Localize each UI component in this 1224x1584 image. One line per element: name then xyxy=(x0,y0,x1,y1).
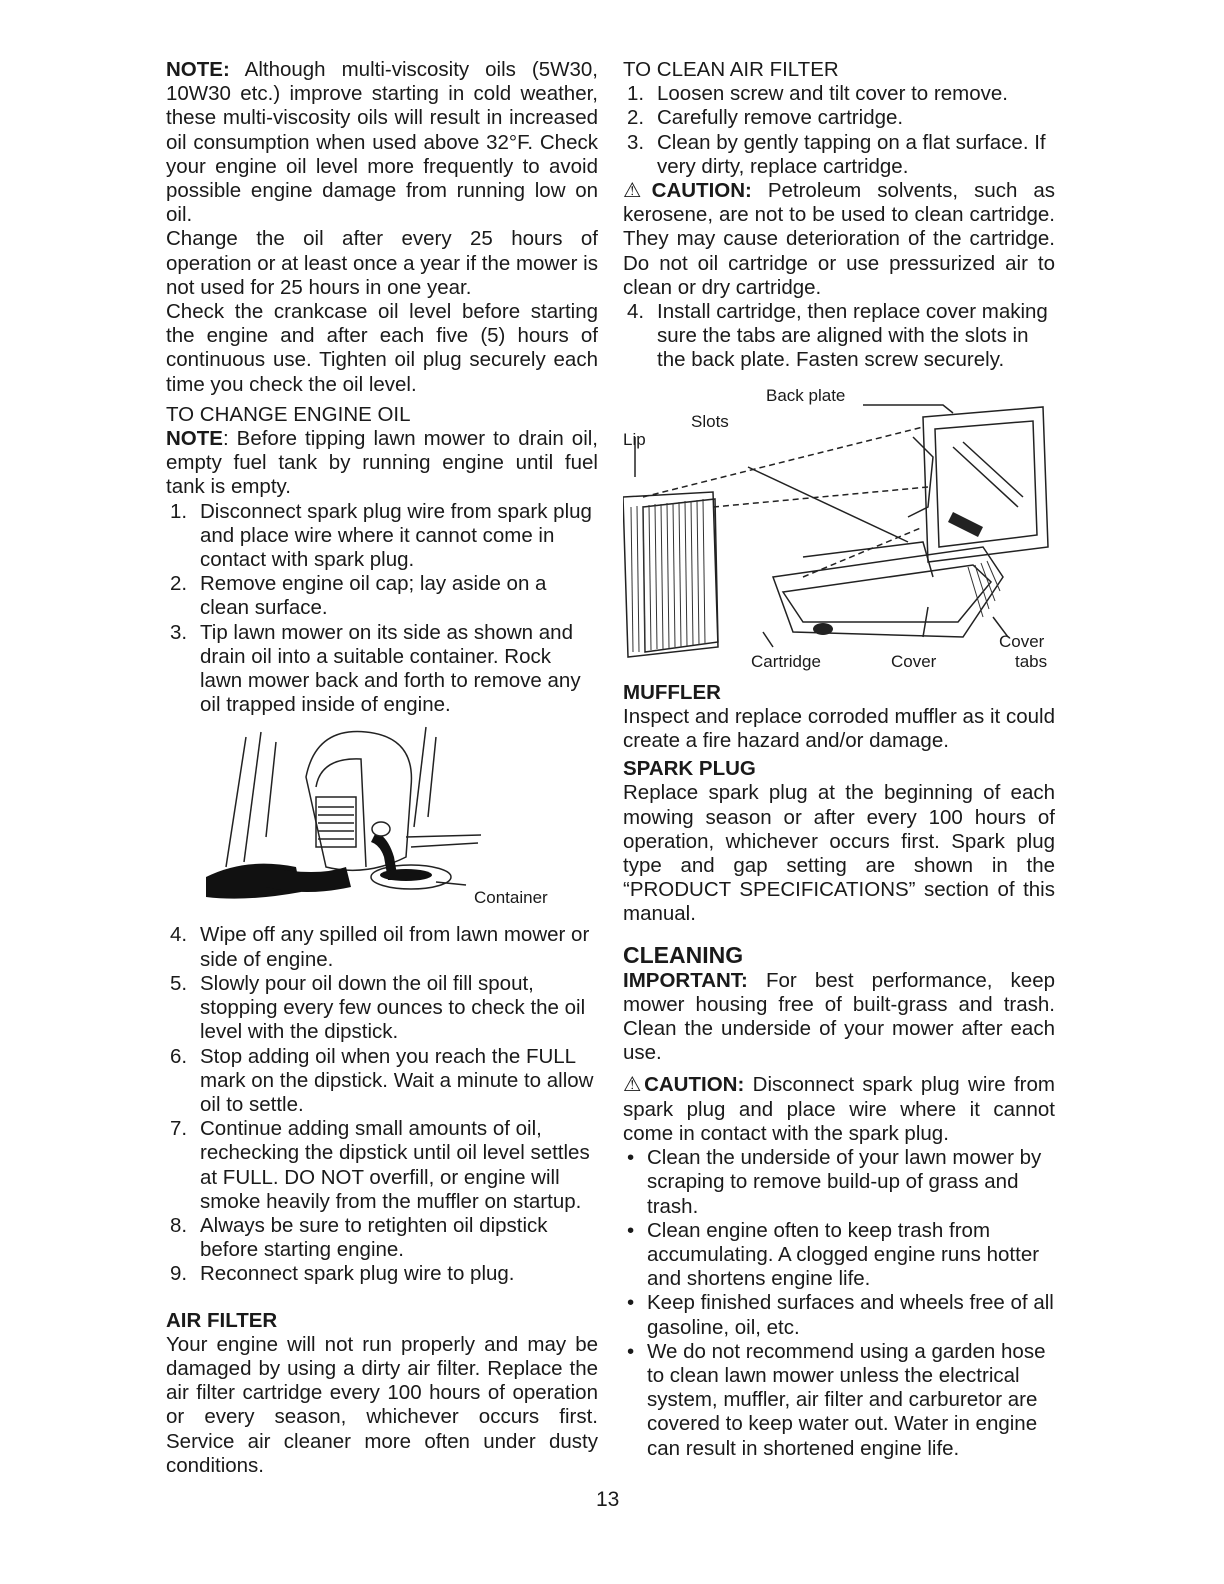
list-item xyxy=(623,1219,1055,1292)
right-column xyxy=(623,58,1055,1461)
bullet-icon: • xyxy=(627,1291,635,1315)
lip-label: Lip xyxy=(623,429,646,449)
list-item xyxy=(623,1340,1055,1461)
list-item xyxy=(166,1214,598,1262)
caution-text: Disconnect spark plug wire from spark plug and place wire where it cannot come in contact with the spark plug. xyxy=(623,1073,1055,1145)
cover-tabs-label-line2: tabs xyxy=(1015,651,1048,671)
note-viscosity xyxy=(166,58,598,227)
note-tipping xyxy=(166,427,598,500)
caution-solvents xyxy=(623,179,1055,300)
clean-air-filter-heading: TO CLEAN AIR FILTER xyxy=(623,58,839,81)
list-item xyxy=(166,500,598,573)
list-item xyxy=(166,621,598,718)
list-item xyxy=(166,1262,598,1286)
note-text: : Before tipping lawn mower to drain oil, empty fuel tank by running engine until fuel tank is empty. xyxy=(166,427,598,499)
bullet-text: We do not recommend using a garden hose to clean lawn mower unless the electrical system, muffler, air filter and carburetor are covered to keep water out. Water in engine can result in shortened engine life. xyxy=(647,1339,1046,1460)
change-engine-oil-heading: TO CHANGE ENGINE OIL xyxy=(166,402,411,426)
bullet-text: Clean engine often to keep trash from accumulating. A clogged engine runs hotter and shortens engine life. xyxy=(647,1218,1040,1291)
step-text: Always be sure to retighten oil dipstick before starting engine. xyxy=(200,1213,548,1262)
step-text: Reconnect spark plug wire to plug. xyxy=(200,1262,515,1286)
cleaning-heading: CLEANING xyxy=(623,941,744,968)
cartridge-label: Cartridge xyxy=(751,651,821,671)
back-plate-label: Back plate xyxy=(766,385,846,405)
step-number: 2. xyxy=(170,572,188,596)
step-text: Slowly pour oil down the oil fill spout, stopping every few ounces to check the oil level with the dipstick. xyxy=(200,971,586,1044)
step-number: 9. xyxy=(170,1262,188,1286)
list-item xyxy=(623,82,1055,106)
list-item xyxy=(166,972,598,1045)
note-label: NOTE xyxy=(166,427,223,451)
important-label: IMPORTANT: xyxy=(623,968,748,992)
cover-label: Cover xyxy=(891,651,937,671)
spark-plug-heading: SPARK PLUG xyxy=(623,757,756,781)
step-text: Tip lawn mower on its side as shown and drain oil into a suitable container. Rock lawn mower back and forth to remove any oil trapped inside of engine. xyxy=(200,620,581,717)
air-filter-text: Your engine will not run properly and may be damaged by using a dirty air filter. Replace the air filter cartridge every 100 hours of operation or every season, whichever occurs first. Service air cleaner more often under dusty conditions. xyxy=(166,1332,598,1477)
check-crankcase-paragraph: Check the crankcase oil level before starting the engine and after each five (5) hours of continuous use. Tighten oil plug securely each time you check the oil level. xyxy=(166,300,598,396)
slots-label: Slots xyxy=(691,411,729,431)
list-item xyxy=(623,1291,1055,1339)
step-number: 5. xyxy=(170,971,188,995)
muffler-text: Inspect and replace corroded muffler as it could create a fire hazard and/or damage. xyxy=(623,704,1055,753)
cover-tabs-label-line1: Cover xyxy=(999,631,1045,651)
step-number: 6. xyxy=(170,1044,188,1068)
muffler-heading: MUFFLER xyxy=(623,680,721,704)
bullet-icon: • xyxy=(627,1218,635,1242)
step-number: 2. xyxy=(627,106,645,130)
caution-label: CAUTION: xyxy=(644,1073,745,1097)
step-text: Carefully remove cartridge. xyxy=(657,106,904,130)
list-item xyxy=(623,300,1055,373)
air-filter-illustration xyxy=(623,377,1055,677)
page-number: 13 xyxy=(596,1488,620,1511)
air-filter-heading: AIR FILTER xyxy=(166,1308,278,1332)
drain-oil-illustration xyxy=(166,717,598,917)
step-text: Loosen screw and tilt cover to remove. xyxy=(657,82,1008,106)
step-number: 7. xyxy=(170,1117,188,1141)
list-item xyxy=(166,572,598,620)
step-text: Remove engine oil cap; lay aside on a clean surface. xyxy=(200,572,547,620)
bullet-text: Keep finished surfaces and wheels free of all gasoline, oil, etc. xyxy=(647,1291,1054,1339)
list-item xyxy=(623,1146,1055,1219)
note-text: Although multi-viscosity oils (5W30, 10W30 etc.) improve starting in cold weather, these multi-viscosity oils will result in increased oil consumption when used above 32°F. Check your engine oil level more frequently to avoid possible engine damage from running low on oil. xyxy=(166,58,598,227)
step-text: Wipe off any spilled oil from lawn mower or side of engine. xyxy=(200,923,590,971)
air-filter-step-4 xyxy=(623,300,1055,373)
spark-plug-text: Replace spark plug at the beginning of each mowing season or after every 100 hours of operation, whichever occurs first. Spark plug type and gap setting are shown in the “PRODUCT SPECIFICATIONS” section of this manual. xyxy=(623,781,1055,926)
step-text: Stop adding oil when you reach the FULL mark on the dipstick. Wait a minute to allow oil to settle. xyxy=(200,1044,594,1116)
step-text: Disconnect spark plug wire from spark plug and place wire where it cannot come in contact with spark plug. xyxy=(200,499,592,572)
caution-label: CAUTION: xyxy=(651,179,752,203)
step-number: 8. xyxy=(170,1213,188,1237)
caution-spark-plug xyxy=(623,1073,1055,1146)
oil-steps-1-3 xyxy=(166,500,598,718)
list-item xyxy=(166,923,598,971)
step-text: Install cartridge, then replace cover making sure the tabs are aligned with the slots in the back plate. Fasten screw securely. xyxy=(657,300,1048,372)
warning-icon: ⚠ xyxy=(623,1073,645,1097)
step-number: 3. xyxy=(170,620,188,644)
oil-steps-4-9 xyxy=(166,923,598,1286)
drain-oil-figure xyxy=(166,717,598,917)
cleaning-bullets xyxy=(623,1146,1055,1461)
step-text: Clean by gently tapping on a flat surface. If very dirty, replace cartridge. xyxy=(657,130,1046,178)
important-note xyxy=(623,969,1055,1066)
air-filter-steps-1-3 xyxy=(623,82,1055,179)
caution-text: Petroleum solvents, such as kerosene, are not to be used to clean cartridge. They may cause deterioration of the cartridge. Do not oil cartridge or use pressurized air to clean or dry cartridge. xyxy=(623,179,1055,299)
step-number: 3. xyxy=(627,130,645,154)
step-number: 4. xyxy=(170,923,188,947)
bullet-icon: • xyxy=(627,1146,635,1170)
step-number: 4. xyxy=(627,300,645,324)
list-item xyxy=(166,1117,598,1214)
step-text: Continue adding small amounts of oil, rechecking the dipstick until oil level settles at FULL. DO NOT overfill, or engine will smoke heavily from the muffler on startup. xyxy=(200,1117,590,1213)
list-item xyxy=(623,131,1055,179)
note-label: NOTE: xyxy=(166,58,230,81)
list-item xyxy=(166,1045,598,1118)
change-oil-paragraph: Change the oil after every 25 hours of operation or at least once a year if the mower is not used for 25 hours in one year. xyxy=(166,227,598,299)
bullet-icon: • xyxy=(627,1339,635,1363)
air-filter-figure xyxy=(623,377,1055,677)
list-item xyxy=(623,106,1055,130)
step-number: 1. xyxy=(627,82,645,106)
container-label: Container xyxy=(474,888,548,908)
step-number: 1. xyxy=(170,499,188,523)
important-text: For best performance, keep mower housing free of built-grass and trash. Clean the underside of your mower after each use. xyxy=(623,968,1055,1065)
left-column xyxy=(166,58,598,1478)
bullet-text: Clean the underside of your lawn mower by scraping to remove build-up of grass and trash. xyxy=(647,1146,1042,1218)
warning-icon: ⚠ xyxy=(623,179,652,203)
